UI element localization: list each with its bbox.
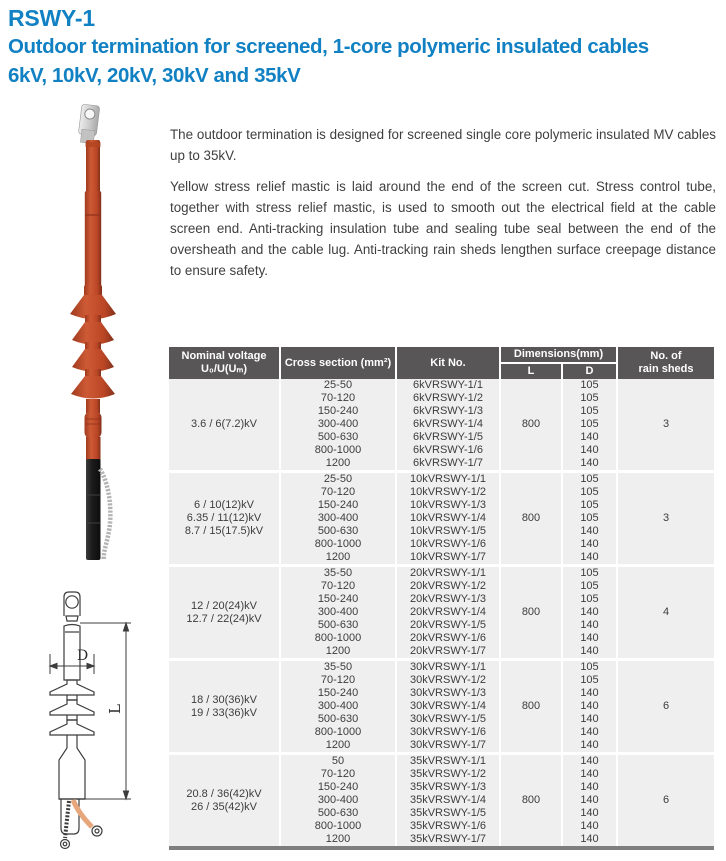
cross-section-cell: 70-120	[280, 768, 396, 781]
dimension-d-cell: 140	[562, 619, 617, 632]
rain-sheds-cell: 6	[617, 754, 714, 847]
header-kit-no: Kit No.	[396, 347, 500, 379]
table-bottom-bar	[169, 846, 714, 850]
dimension-d-cell: 140	[562, 794, 617, 807]
dimension-d-cell: 140	[562, 700, 617, 713]
voltage-label: 19 / 33(36)kV	[190, 706, 258, 719]
kit-no-cell: 6kVRSWY-1/4	[396, 418, 500, 431]
dimension-d-cell: 140	[562, 457, 617, 472]
kit-no-cell: 10kVRSWY-1/6	[396, 538, 500, 551]
kit-no-cell: 35kVRSWY-1/3	[396, 781, 500, 794]
kit-no-cell: 10kVRSWY-1/2	[396, 486, 500, 499]
kit-no-cell: 35kVRSWY-1/7	[396, 833, 500, 846]
spec-table-section	[169, 347, 714, 850]
cross-section-cell: 500-630	[280, 619, 396, 632]
voltage-label: 12 / 20(24)kV	[190, 599, 258, 612]
cross-section-cell: 70-120	[280, 674, 396, 687]
dimension-d-cell: 140	[562, 538, 617, 551]
kit-no-cell: 10kVRSWY-1/5	[396, 525, 500, 538]
voltage-cell	[169, 379, 280, 472]
kit-no-cell: 6kVRSWY-1/5	[396, 431, 500, 444]
spec-table	[169, 347, 714, 846]
kit-no-cell: 20kVRSWY-1/7	[396, 645, 500, 660]
cross-section-cell: 35-50	[280, 660, 396, 675]
cable-oversheath	[86, 459, 101, 560]
dimension-d-cell: 140	[562, 768, 617, 781]
header-nominal-voltage-line1: Nominal voltage	[181, 350, 267, 362]
kit-no-cell: 35kVRSWY-1/6	[396, 820, 500, 833]
product-description	[170, 124, 716, 291]
dimension-d-cell: 140	[562, 431, 617, 444]
cross-section-cell: 70-120	[280, 392, 396, 405]
dimension-l-cell: 800	[500, 472, 562, 566]
cross-section-cell: 500-630	[280, 713, 396, 726]
dimension-d-cell: 105	[562, 486, 617, 499]
rain-sheds-cell: 3	[617, 472, 714, 566]
voltage-cell	[169, 754, 280, 847]
dimension-d-cell: 140	[562, 833, 617, 846]
cross-section-cell: 150-240	[280, 687, 396, 700]
kit-no-cell: 30kVRSWY-1/4	[396, 700, 500, 713]
dimension-d-cell: 105	[562, 392, 617, 405]
kit-no-cell: 6kVRSWY-1/3	[396, 405, 500, 418]
cross-section-cell: 50	[280, 754, 396, 769]
product-photo	[40, 103, 155, 565]
dimension-l-label: L	[106, 704, 124, 714]
header-rain-sheds-line2: rain sheds	[638, 363, 694, 375]
cross-section-cell: 25-50	[280, 379, 396, 392]
dimension-drawing	[42, 588, 142, 858]
cross-section-cell: 300-400	[280, 606, 396, 619]
cross-section-cell: 500-630	[280, 525, 396, 538]
kit-no-cell: 20kVRSWY-1/1	[396, 566, 500, 581]
kit-no-cell: 10kVRSWY-1/3	[396, 499, 500, 512]
voltage-cell	[169, 472, 280, 566]
termination-photo-illustration	[40, 103, 155, 565]
spec-table-header	[169, 347, 714, 379]
cross-section-cell: 800-1000	[280, 632, 396, 645]
kit-no-cell: 6kVRSWY-1/2	[396, 392, 500, 405]
kit-no-cell: 35kVRSWY-1/5	[396, 807, 500, 820]
kit-no-cell: 30kVRSWY-1/3	[396, 687, 500, 700]
header-rain-sheds-line1: No. of	[650, 350, 682, 362]
header-dim-d: D	[562, 363, 617, 379]
cross-section-cell: 35-50	[280, 566, 396, 581]
termination-outline-drawing	[42, 588, 142, 858]
voltage-label: 12.7 / 22(24)kV	[186, 612, 262, 625]
kit-no-cell: 20kVRSWY-1/5	[396, 619, 500, 632]
voltage-label: 3.6 / 6(7.2)kV	[190, 418, 258, 430]
kit-no-cell: 35kVRSWY-1/2	[396, 768, 500, 781]
kit-no-cell: 35kVRSWY-1/4	[396, 794, 500, 807]
dimension-d-cell: 140	[562, 645, 617, 660]
dimension-d-cell: 105	[562, 405, 617, 418]
cross-section-cell: 1200	[280, 739, 396, 754]
dimension-d-cell: 140	[562, 525, 617, 538]
dimension-d-cell: 105	[562, 593, 617, 606]
dimension-d-cell: 140	[562, 739, 617, 754]
description-paragraph-2: Yellow stress relief mastic is laid around the end of the screen cut. Stress control tube, together with stress relief mastic, is used to smooth out the electrical field at the cable screen end. Anti-tracking insulation tube and sealing tube seal between the end of the oversheath and the cable lug. Anti-tracking rain sheds lengthen surface creepage distance to ensure safety.	[170, 179, 716, 278]
dimension-d-cell: 140	[562, 444, 617, 457]
dimension-l-cell: 800	[500, 754, 562, 847]
sealing-tube	[86, 140, 100, 193]
cross-section-cell: 150-240	[280, 781, 396, 794]
dimension-d-cell: 140	[562, 781, 617, 794]
dimension-d-cell: 140	[562, 713, 617, 726]
cable-lug	[77, 104, 99, 144]
cross-section-cell: 1200	[280, 645, 396, 660]
voltage-label: 6.35 / 11(12)kV	[186, 512, 262, 524]
rain-sheds	[70, 285, 116, 399]
dimension-d-cell: 140	[562, 754, 617, 769]
voltage-label: 20.8 / 36(42)kV	[186, 787, 262, 800]
kit-no-cell: 20kVRSWY-1/2	[396, 580, 500, 593]
dimension-d-cell: 105	[562, 580, 617, 593]
dimension-l-cell: 800	[500, 379, 562, 472]
header-cross-section: Cross section (mm²)	[280, 347, 396, 379]
cross-section-cell: 1200	[280, 833, 396, 846]
kit-no-cell: 20kVRSWY-1/6	[396, 632, 500, 645]
header-dim-l: L	[500, 363, 562, 379]
cross-section-cell: 800-1000	[280, 538, 396, 551]
table-row	[169, 566, 714, 581]
voltage-label: 8.7 / 15(17.5)kV	[184, 525, 264, 537]
kit-no-cell: 30kVRSWY-1/1	[396, 660, 500, 675]
dimension-d-cell: 105	[562, 472, 617, 487]
header-dimensions: Dimensions(mm)	[500, 347, 617, 363]
rain-sheds-cell: 6	[617, 660, 714, 754]
kit-no-cell: 35kVRSWY-1/1	[396, 754, 500, 769]
kit-no-cell: 6kVRSWY-1/1	[396, 379, 500, 392]
cross-section-cell: 150-240	[280, 499, 396, 512]
dimension-d-cell: 105	[562, 566, 617, 581]
cross-section-cell: 500-630	[280, 807, 396, 820]
dimension-d-cell: 105	[562, 418, 617, 431]
cross-section-cell: 70-120	[280, 486, 396, 499]
cross-section-cell: 300-400	[280, 512, 396, 525]
product-title-line1: Outdoor termination for screened, 1-core polymeric insulated cables	[8, 35, 649, 58]
dimension-l-cell: 800	[500, 566, 562, 660]
kit-no-cell: 10kVRSWY-1/4	[396, 512, 500, 525]
dimension-d-label: D	[77, 648, 89, 664]
kit-no-cell: 10kVRSWY-1/1	[396, 472, 500, 487]
kit-no-cell: 6kVRSWY-1/7	[396, 457, 500, 472]
kit-no-cell: 30kVRSWY-1/5	[396, 713, 500, 726]
voltage-cell	[169, 660, 280, 754]
shed-fins	[50, 680, 94, 735]
copper-wire	[73, 800, 92, 827]
kit-no-cell: 30kVRSWY-1/2	[396, 674, 500, 687]
rain-sheds-cell: 3	[617, 379, 714, 472]
product-model: RSWY-1	[8, 5, 95, 31]
table-row	[169, 379, 714, 392]
cross-section-cell: 1200	[280, 551, 396, 566]
braid-strap	[65, 801, 69, 838]
cross-section-cell: 800-1000	[280, 726, 396, 739]
dimension-d-cell: 140	[562, 632, 617, 645]
voltage-cell	[169, 566, 280, 660]
dimension-d-cell: 140	[562, 807, 617, 820]
dimension-d-cell: 140	[562, 820, 617, 833]
anti-tracking-tube	[85, 191, 101, 287]
cross-section-cell: 800-1000	[280, 820, 396, 833]
cross-section-cell: 300-400	[280, 418, 396, 431]
dimension-l-cell: 800	[500, 660, 562, 754]
header-nominal-voltage	[169, 347, 280, 379]
cross-section-cell: 70-120	[280, 580, 396, 593]
dimension-d-cell: 140	[562, 687, 617, 700]
cross-section-cell: 150-240	[280, 405, 396, 418]
kit-no-cell: 20kVRSWY-1/3	[396, 593, 500, 606]
dimension-d-cell: 105	[562, 379, 617, 392]
spec-table-body	[169, 379, 714, 846]
cross-section-cell: 300-400	[280, 794, 396, 807]
voltage-label: 18 / 30(36)kV	[190, 693, 258, 706]
dimension-d-cell: 140	[562, 726, 617, 739]
description-paragraph-1: The outdoor termination is designed for screened single core polymeric insulated MV cables up to 35kV.	[170, 127, 716, 163]
page-title	[8, 4, 720, 90]
kit-no-cell: 20kVRSWY-1/4	[396, 606, 500, 619]
cross-section-cell: 150-240	[280, 593, 396, 606]
stress-control-section	[86, 399, 100, 413]
kit-no-cell: 6kVRSWY-1/6	[396, 444, 500, 457]
kit-no-cell: 30kVRSWY-1/7	[396, 739, 500, 754]
header-nominal-voltage-line2: U₀/U(Uₘ)	[200, 363, 248, 375]
kit-no-cell: 10kVRSWY-1/7	[396, 551, 500, 566]
cross-section-cell: 25-50	[280, 472, 396, 487]
cross-section-cell: 300-400	[280, 700, 396, 713]
cross-section-cell: 800-1000	[280, 444, 396, 457]
dimension-d-cell: 105	[562, 660, 617, 675]
table-row	[169, 754, 714, 769]
dimension-d-cell: 105	[562, 674, 617, 687]
header-rain-sheds	[617, 347, 714, 379]
dimension-d-cell: 140	[562, 606, 617, 619]
dimension-d-cell: 140	[562, 551, 617, 566]
dimension-d-cell: 105	[562, 512, 617, 525]
cross-section-cell: 1200	[280, 457, 396, 472]
earth-braid	[100, 469, 110, 560]
voltage-label: 26 / 35(42)kV	[190, 800, 258, 813]
table-row	[169, 472, 714, 487]
rain-sheds-cell: 4	[617, 566, 714, 660]
kit-no-cell: 30kVRSWY-1/6	[396, 726, 500, 739]
dimension-d-cell: 105	[562, 499, 617, 512]
table-row	[169, 660, 714, 675]
product-title-line2: 6kV, 10kV, 20kV, 30kV and 35kV	[8, 64, 301, 87]
voltage-label: 6 / 10(12)kV	[194, 499, 254, 511]
cross-section-cell: 500-630	[280, 431, 396, 444]
